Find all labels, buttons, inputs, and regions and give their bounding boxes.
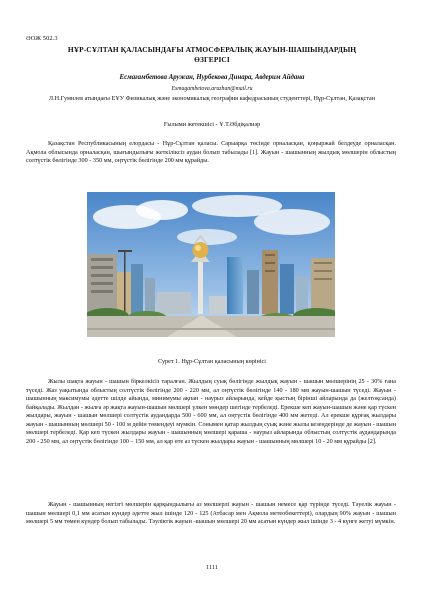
udk-code: ӘОЖ 502.3: [26, 35, 58, 42]
authors: Есмағамбетова Аружан, Нурбекова Динара, Авдерим Айдана: [119, 74, 305, 81]
figure-caption: Сурет 1. Нұр-Сұлтан қаласының көрінісі: [157, 358, 267, 365]
title-line-2: ӨЗГЕРІСІ: [194, 54, 230, 64]
title-line-1: НҰР-СҰЛТАН ҚАЛАСЫНДАҒЫ АТМОСФЕРАЛЫҚ ЖАУЫН-ШАШЫНДАРДЫҢ: [67, 45, 357, 54]
author-email: Esmagambetova.aruzhan@mail.ru: [171, 86, 253, 92]
paragraph-precipitation: Жылы шақта жауын - шашын біркелкісіз таралған. Жылдың суық бөлігінде жылдық жауын - шашын мөлшерінің 25 - 30% ғана түседі. Жаз уақытында облыстың солтүстік бөлігінде 200 - 220 мм, ал оңтүстік бөлігінде 140 - 180 мм жауын-шашын түседі. Жауын - шашынның максимумы әдетте шілде айында, минимумы ақпан - наурыз айларында, кейде қыстың бірінші айларында да (желтоқсанда) байқалады. Жылдан - жылға әр жақта жауын-шашын мөлшері үлкен мөндер шегінде тербеледі. Ерекше кеп жауын-шашын және қар түскен жылдары, жауын - шашын мөлшері солтүстік аудандарда 500 - 600 мм, ал оңтүстік бөлігінде 400 мм жетеді. Ал ерекше құрғақ жылдары жауын - шашынның мөлшері 50 - 100 м дейін төмендеуі мүмкін. Сонымен қатар жылдың суық және жылы кезеңдерінде де жауын - шашын мөлшері тербеледі. Қар кеп түскен жылдары жауын - шашынның мөлшері қараша - наурыз айларында облыстың солтүстік аудандарында 200 - 250 мм, ал оңтүстік бөлігінде 100 – 150 мм, ал қар өте аз түскен жылдары жауын - шашынның мөлшері 10 - 20 мм құрайды [2].: [26, 378, 396, 445]
page-number: 1111: [206, 564, 218, 571]
city-photo-illustration: [87, 192, 335, 337]
paragraph-intro: Қазақстан Республикасының елордасы - Нұр-Сұлтан қаласы. Сарыарқа төсінде орналасқан, қоңыржай белдеуде орналасқан. Ақмола облысында орналасқан, шығындылығы жеткіліксіз аудан болып табылады [1]. Жауын - шашынның жылдық мөлшерін облыстың солтүстік бөлігінде 300 - 350 мм, оңтүстік бөлігінде 200 мм құрайды.: [26, 140, 396, 164]
advisor: Ғылыми жетекшісі - Ұ.Т.Әбдіқалиәр: [163, 121, 261, 128]
paragraph-daily-amounts: Жауын - шашынның негізгі мөлшерін қарқындылығы аз мөлшерлі жауын - шашын немесе қар түрінде түседі. Тәуелік жауын - шашын мөлшері 0,1 мм асатын күндер әдетте жыл ішінде 120 - 125 (Атбасар мен Ақмола метеобекеттері), олардың 90% жауын - шашын мөлшері 5 мм төмен күндер болып табылады. Тәуліктік жауын -шашын мөлшері 20 мм асатын күндер жыл ішінде 3 - 4 күнге жетуі мүмкін.: [26, 501, 396, 525]
affiliation: Л.Н.Гумилев атындағы ЕҰУ Физикалық және экономикалық география кафедрасының студенттері, Нұр-Сұлтан, Қазақстан: [48, 95, 376, 102]
city-photo: [87, 192, 335, 337]
article-title: [26, 45, 398, 65]
